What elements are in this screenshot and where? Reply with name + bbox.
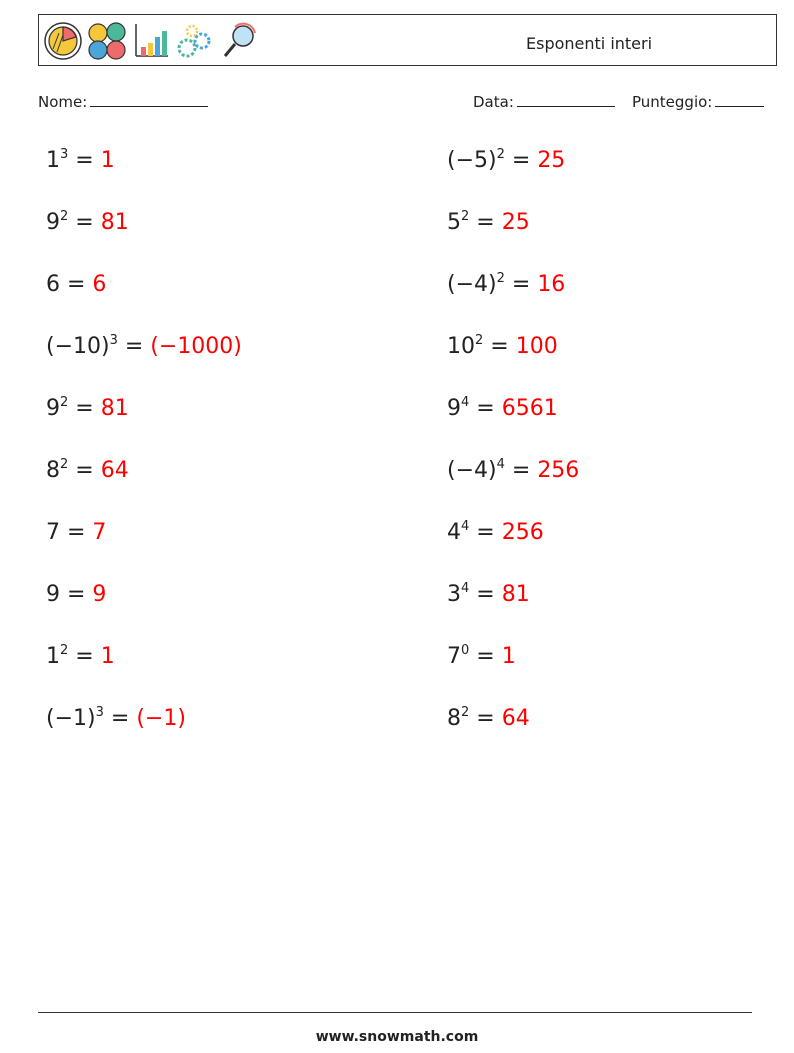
exercise-exponent: 2 <box>461 209 470 224</box>
exercise-item: $1^2 = 1$ <box>46 643 115 669</box>
exercise-base: (−5) <box>447 148 497 173</box>
exercise-item: $(-1)^3 = (-1)$ <box>46 705 186 731</box>
exercise-exponent: 2 <box>60 209 69 224</box>
exercise-item: $10^2 = 100$ <box>447 333 558 359</box>
exercise-base: 6 <box>46 272 60 297</box>
exercise-answer: 256 <box>501 520 544 545</box>
exercise-item: $1^3 = 1$ <box>46 147 115 173</box>
exercise-item: $9^2 = 81$ <box>46 395 129 421</box>
exercise-base: 5 <box>447 210 461 235</box>
magnifier-icon <box>219 21 259 61</box>
date-label: Data: <box>473 93 514 111</box>
exercise-item: $3^4 = 81$ <box>447 581 530 607</box>
exercise-exponent: 3 <box>60 147 69 162</box>
exercise-exponent: 4 <box>461 395 470 410</box>
exercise-exponent: 0 <box>461 643 470 658</box>
exercise-item: $8^2 = 64$ <box>46 457 129 483</box>
exercise-item: 7 = 7 <box>46 520 107 545</box>
exercise-item: $(-4)^2 = 16$ <box>447 271 566 297</box>
exercise-base: 4 <box>447 520 461 545</box>
exercise-item: $7^0 = 1$ <box>447 643 516 669</box>
exercise-answer: 7 <box>92 520 107 545</box>
exercise-exponent: 2 <box>496 271 505 286</box>
date-field <box>473 92 615 111</box>
exercise-item: $(-4)^4 = 256$ <box>447 457 580 483</box>
pie-chart-icon <box>43 21 83 61</box>
exercise-item: $(-5)^2 = 25$ <box>447 147 566 173</box>
header-icons <box>43 19 259 63</box>
exercise-exponent: 2 <box>461 705 470 720</box>
exercise-exponent: 2 <box>60 457 69 472</box>
name-field <box>38 92 208 111</box>
exercise-exponent: 2 <box>60 643 69 658</box>
exercise-item: $(-10)^3 = (-1000)$ <box>46 333 242 359</box>
exercise-answer: 6561 <box>501 396 558 421</box>
exercise-base: 9 <box>46 396 60 421</box>
gears-icon <box>175 21 215 61</box>
exercise-base: (−1) <box>46 706 96 731</box>
exercise-base: (−4) <box>447 458 497 483</box>
exercise-base: 7 <box>46 520 60 545</box>
exercise-answer: 25 <box>501 210 530 235</box>
exercise-answer: 64 <box>100 458 129 483</box>
exercise-base: 1 <box>46 148 60 173</box>
exercise-answer: (−1000) <box>150 334 242 359</box>
date-blank <box>517 92 615 107</box>
exercise-answer: 1 <box>501 644 516 669</box>
exercise-item: $5^2 = 25$ <box>447 209 530 235</box>
exercise-base: 3 <box>447 582 461 607</box>
exercise-item: 6 = 6 <box>46 272 107 297</box>
exercise-exponent: 3 <box>109 333 118 348</box>
exercise-answer: 1 <box>100 148 115 173</box>
exercise-base: 9 <box>46 210 60 235</box>
exercise-base: 7 <box>447 644 461 669</box>
worksheet-title: Esponenti interi <box>526 34 653 53</box>
exercise-item: $9^4 = 6561$ <box>447 395 558 421</box>
exercise-base: (−10) <box>46 334 110 359</box>
exercise-base: 8 <box>447 706 461 731</box>
exercise-answer: 25 <box>537 148 566 173</box>
exercise-base: (−4) <box>447 272 497 297</box>
exercise-answer: 81 <box>501 582 530 607</box>
exercise-answer: (−1) <box>136 706 186 731</box>
footer-site: www.snowmath.com <box>315 1029 479 1045</box>
exercise-exponent: 4 <box>496 457 505 472</box>
exercise-exponent: 3 <box>95 705 104 720</box>
exercise-answer: 81 <box>100 396 129 421</box>
exercise-answer: 64 <box>501 706 530 731</box>
exercise-base: 9 <box>46 582 60 607</box>
exercise-item: $8^2 = 64$ <box>447 705 530 731</box>
exercise-answer: 256 <box>537 458 580 483</box>
numbered-shapes-icon <box>87 21 127 61</box>
exercise-item: $9^2 = 81$ <box>46 209 129 235</box>
exercise-exponent: 2 <box>60 395 69 410</box>
exercise-base: 1 <box>46 644 60 669</box>
exercise-answer: 6 <box>92 272 107 297</box>
exercise-item: 9 = 9 <box>46 582 107 607</box>
exercise-answer: 9 <box>92 582 107 607</box>
exercise-base: 10 <box>447 334 475 359</box>
exercise-item: $4^4 = 256$ <box>447 519 544 545</box>
name-blank <box>90 92 208 107</box>
exercise-exponent: 2 <box>496 147 505 162</box>
exercise-answer: 81 <box>100 210 129 235</box>
bar-chart-icon <box>131 21 171 61</box>
exercise-answer: 100 <box>515 334 558 359</box>
exercise-exponent: 2 <box>475 333 484 348</box>
footer-divider <box>38 1012 752 1013</box>
exercise-base: 8 <box>46 458 60 483</box>
score-blank <box>715 92 764 107</box>
exercise-exponent: 4 <box>461 519 470 534</box>
exercise-base: 9 <box>447 396 461 421</box>
name-label: Nome: <box>38 93 88 111</box>
exercise-exponent: 4 <box>461 581 470 596</box>
score-field <box>632 92 764 111</box>
exercise-answer: 1 <box>100 644 115 669</box>
worksheet-header <box>38 14 777 66</box>
score-label: Punteggio: <box>632 93 713 111</box>
exercise-answer: 16 <box>537 272 566 297</box>
